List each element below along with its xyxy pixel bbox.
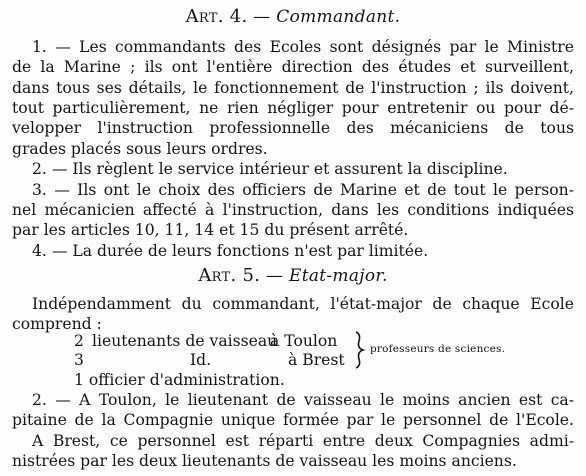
brace-note: professeurs de sciences.	[370, 343, 506, 355]
list-row-3: 1 officier d'administration.	[74, 371, 285, 389]
article-5-number: Art. 5.	[198, 265, 261, 286]
article-5-line: pitaine de la Compagnie unique formée par le personnel de l'Ecole.	[12, 411, 574, 429]
heading-dash: —	[260, 266, 289, 286]
list-row-1-place: à Toulon	[270, 332, 338, 350]
list-row-2-qty: 3	[74, 351, 84, 369]
article-4-line: 2. — Ils règlent le service intérieur et assurent la discipline.	[32, 160, 508, 178]
article-4-line: velopper l'instruction professionnelle des mécaniciens de tous	[12, 119, 574, 137]
article-5-title: Etat-major.	[288, 266, 388, 286]
article-5-line: 2. — A Toulon, le lieutenant de vaisseau le moins ancien est ca-	[32, 391, 574, 409]
article-4-line: 1. — Les commandants des Ecoles sont désignés par le Ministre	[32, 38, 574, 56]
article-4-line: dans tous ses détails, le fonctionnement de l'instruction ; ils doivent,	[12, 79, 574, 97]
heading-dash: —	[247, 7, 277, 27]
article-4-number: Art. 4.	[185, 6, 248, 27]
article-5-intro-line: comprend :	[12, 315, 102, 333]
article-5-line: A Brest, ce personnel est réparti entre deux Compagnies admi-	[32, 432, 574, 450]
list-row-1-qty: 2	[74, 332, 84, 350]
article-4-line: nel mécanicien affecté à l'instruction, dans les conditions indiquées	[12, 201, 574, 219]
list-row-2-place: à Brest	[288, 351, 345, 369]
article-4-line: 3. — Ils ont le choix des officiers de Marine et de tout le person-	[32, 181, 574, 199]
article-5-heading	[0, 265, 586, 286]
article-4-line: grades placés sous leurs ordres.	[12, 140, 268, 158]
list-row-2-text: Id.	[190, 351, 212, 369]
article-5-line: nistrées par les deux lieutenants de vaisseau les moins anciens.	[12, 452, 517, 470]
article-4-line: de la Marine ; ils ont l'entière direction des études et surveillent,	[12, 58, 574, 76]
article-5-intro-line: Indépendamment du commandant, l'état-major de chaque Ecole	[32, 295, 574, 313]
curly-brace-icon	[352, 331, 366, 369]
article-4-heading	[0, 6, 586, 27]
article-4-line: tout particulièrement, ne rien négliger pour entretenir ou pour dé-	[12, 99, 574, 117]
article-4-line: 4. — La durée de leurs fonctions n'est par limitée.	[32, 242, 429, 260]
list-row-1-text: lieutenants de vaisseau	[92, 332, 278, 350]
article-4-title: Commandant.	[276, 7, 401, 27]
article-4-line: par les articles 10, 11, 14 et 15 du présent arrêté.	[12, 221, 409, 239]
